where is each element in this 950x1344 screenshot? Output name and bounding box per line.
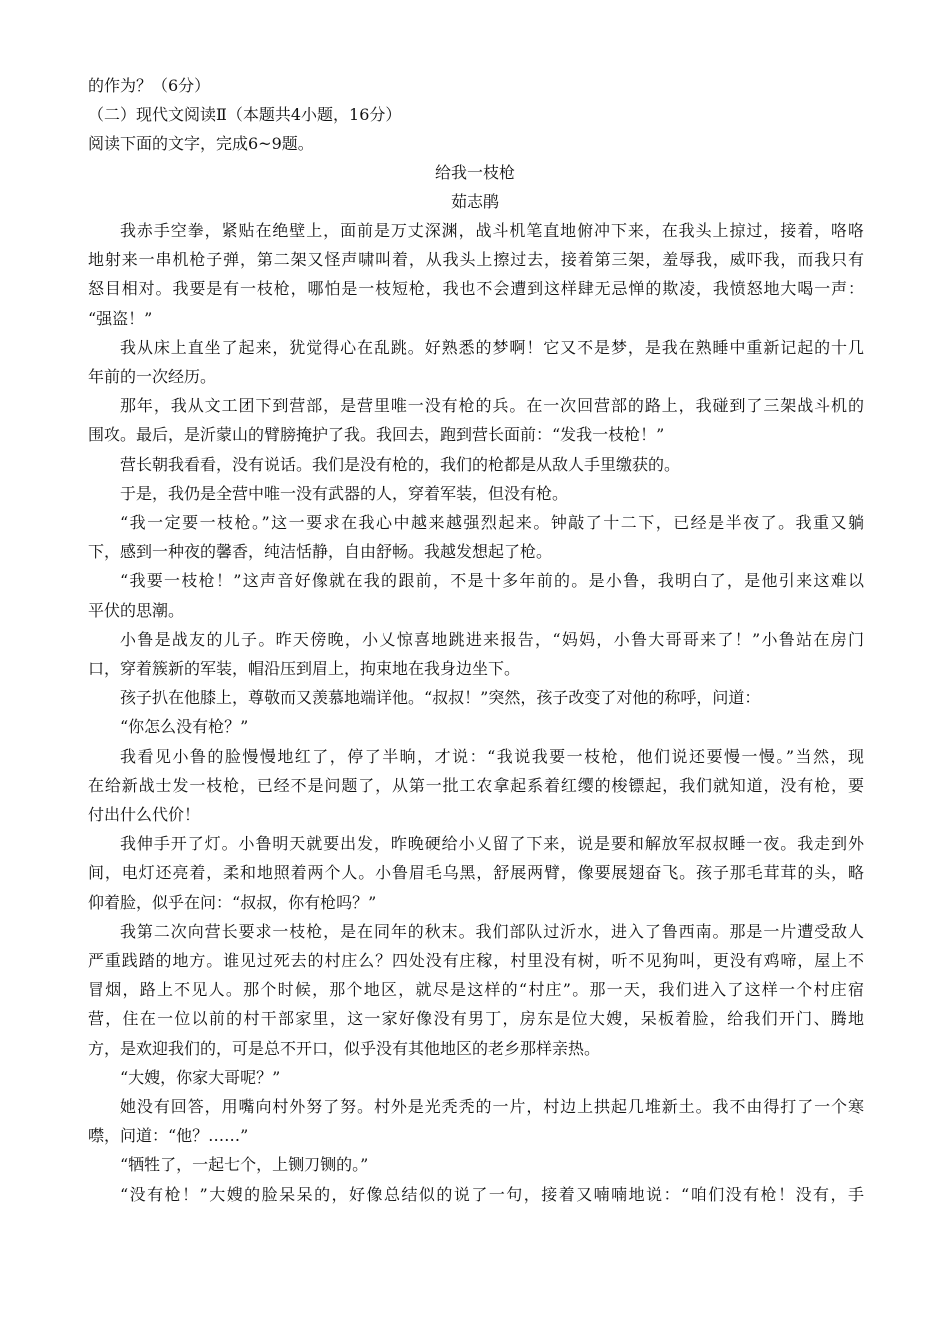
article-line: 平伏的思潮。 xyxy=(88,601,185,620)
article-author: 茹志鹃 xyxy=(450,192,499,211)
article-line: 方，是欢迎我们的，可是总不开口，似乎没有其他地区的老乡那样亲热。 xyxy=(88,1039,601,1058)
article-line: “没有枪！”大嫂的脸呆呆的，好像总结似的说了一句，接着又喃喃地说：“咱们没有枪！没有，手 xyxy=(120,1185,864,1204)
article-line: 噤，问道：“他？……” xyxy=(88,1126,249,1145)
article-line: 我赤手空拳，紧贴在绝壁上，面前是万丈深渊，战斗机笔直地俯冲下来，在我头上掠过，接着，咯咯 xyxy=(120,221,864,240)
article-line: 严重践踏的地方。谁见过死去的村庄么？四处没有庄稼，村里没有树，听不见狗叫，更没有鸡啼，屋上不 xyxy=(88,951,864,970)
article-line: 在给新战士发一枝枪，已经不是问题了，从第一批工农拿起系着红缨的梭镖起，我们就知道，没有枪，要 xyxy=(88,776,864,795)
article-line: “你怎么没有枪？” xyxy=(120,717,249,736)
article-line: 下，感到一种夜的馨香，纯洁恬静，自由舒畅。我越发想起了枪。 xyxy=(88,542,553,561)
article-line: “强盗！” xyxy=(88,309,153,328)
article-line: 那年，我从文工团下到营部，是营里唯一没有枪的兵。在一次回营部的路上，我碰到了三架战斗机的 xyxy=(120,396,864,415)
article-line: 我第二次向营长要求一枝枪，是在同年的秋末。我们部队过沂水，进入了鲁西南。那是一片遭受敌人 xyxy=(120,922,864,941)
article-line: 围攻。最后，是沂蒙山的臂膀掩护了我。我回去，跑到营长面前：“发我一枝枪！” xyxy=(88,425,665,444)
article-line: 于是，我仍是全营中唯一没有武器的人，穿着军装，但没有枪。 xyxy=(120,484,569,503)
instruction-line: 阅读下面的文字，完成6~9题。 xyxy=(88,134,314,153)
article-line: 怒目相对。我要是有一枝枪，哪怕是一枝短枪，我也不会遭到这样肆无忌惮的欺凌，我愤怒地大喝一声： xyxy=(88,279,864,298)
article-line: 付出什么代价！ xyxy=(88,805,201,824)
article-line: 年前的一次经历。 xyxy=(88,367,217,386)
article-title: 给我一枝枪 xyxy=(434,163,515,182)
article-line: 孩子扒在他膝上，尊敬而又羡慕地端详他。“叔叔！”突然，孩子改变了对他的称呼，问道： xyxy=(120,688,761,707)
article-line: “我要一枝枪！”这声音好像就在我的跟前，不是十多年前的。是小鲁，我明白了，是他引来这难以 xyxy=(120,571,864,590)
header-line-1: 的作为？（6分） xyxy=(88,76,211,95)
article-line: 地射来一串机枪子弹，第二架又怪声啸叫着，从我头上擦过去，接着第三架，羞辱我，威吓我，而我只有 xyxy=(88,250,864,269)
article-line: “大嫂，你家大哥呢？” xyxy=(120,1068,281,1087)
article-line: 口，穿着簇新的军装，帽沿压到眉上，拘束地在我身边坐下。 xyxy=(88,659,521,678)
article-line: 我伸手开了灯。小鲁明天就要出发，昨晚硬给小乂留了下来，说是要和解放军叔叔睡一夜。我走到外 xyxy=(120,834,864,853)
article-line: 小鲁是战友的儿子。昨天傍晚，小乂惊喜地跳进来报告，“妈妈，小鲁大哥哥来了！”小鲁站在房门 xyxy=(120,630,864,649)
article-line: “牺牲了，一起七个，上铡刀铡的。” xyxy=(120,1155,369,1174)
article-line: 营长朝我看看，没有说话。我们是没有枪的，我们的枪都是从敌人手里缴获的。 xyxy=(120,455,681,474)
article-line: 仰着脸，似乎在问：“叔叔，你有枪吗？” xyxy=(88,893,377,912)
section-heading: （二）现代文阅读Ⅱ（本题共4小题，16分） xyxy=(88,105,402,124)
article-line: 冒烟，路上不见人。那个时候，那个地区，就尽是这样的“村庄”。那一天，我们进入了这样一个村庄宿 xyxy=(88,980,864,999)
article-line: 我看见小鲁的脸慢慢地红了，停了半晌，才说：“我说我要一枝枪，他们说还要慢一慢。”当然，现 xyxy=(120,747,864,766)
article-line: “我一定要一枝枪。”这一要求在我心中越来越强烈起来。钟敲了十二下，已经是半夜了。我重又躺 xyxy=(120,513,864,532)
article-line: 间，电灯还亮着，柔和地照着两个人。小鲁眉毛乌黑，舒展两臂，像要展翅奋飞。孩子那毛茸茸的头，略 xyxy=(88,863,864,882)
article-line: 营，住在一位以前的村干部家里，这一家好像没有男丁，房东是位大嫂，呆板着脸，给我们开门、腾地 xyxy=(88,1009,864,1028)
article-line: 她没有回答，用嘴向村外努了努。村外是光秃秃的一片，村边上拱起几堆新土。我不由得打了一个寒 xyxy=(120,1097,864,1116)
article-line: 我从床上直坐了起来，犹觉得心在乱跳。好熟悉的梦啊！它又不是梦，是我在熟睡中重新记起的十几 xyxy=(120,338,864,357)
